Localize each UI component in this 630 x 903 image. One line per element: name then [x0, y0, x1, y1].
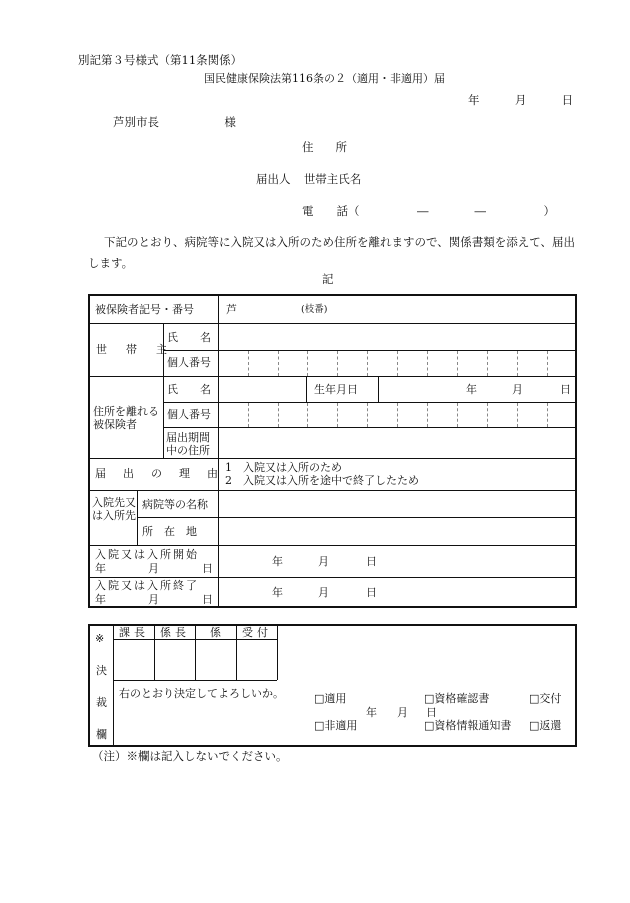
- applicant-address-label: 住所: [302, 140, 369, 154]
- date-year: 年: [468, 93, 480, 107]
- reason-option-2: 2 入院又は入所を途中で終了したため: [225, 474, 419, 487]
- stamp-section-chief: 課長: [119, 626, 149, 639]
- date-month: 月: [514, 93, 527, 107]
- applicant-name-line: [256, 174, 361, 186]
- leaving-id-label: 個人番号: [167, 408, 211, 421]
- ki-heading: 記: [322, 272, 334, 286]
- leaving-name-label: 氏 名: [167, 383, 211, 396]
- start-year-label: 年: [95, 562, 106, 575]
- start-month-label: 月: [148, 562, 159, 575]
- facility-name-label: 病院等の名称: [142, 498, 208, 511]
- insured-number-label: 被保険者記号・番号: [95, 303, 194, 316]
- form-reference: 別記第３号様式（第11条関係）: [78, 53, 243, 67]
- leaving-insured-label: 住所を離れる被保険者: [93, 405, 159, 431]
- addressee-name: 芦別市長: [113, 115, 159, 129]
- body-text: 下記のとおり、病院等に入院又は入所のため住所を離れますので、関係書類を添えて、届出します。: [88, 235, 576, 270]
- checkbox-issue[interactable]: □交付: [529, 692, 562, 705]
- householder-id-label: 個人番号: [167, 356, 211, 369]
- householder-label: 世 帯 主: [96, 343, 171, 356]
- approval-date-month: 月: [397, 706, 408, 719]
- applicant-name-label: 世帯主氏名: [303, 172, 362, 186]
- checkbox-eligibility-certificate[interactable]: □資格確認書: [424, 692, 490, 705]
- document-title: 国民健康保険法第116条の２（適用・非適用）届: [204, 72, 445, 85]
- end-label: 入院又は入所終了: [95, 579, 199, 592]
- reason-label: 届 出 の 理 由: [95, 467, 221, 480]
- reason-option-1: 1 入院又は入所のため: [225, 461, 342, 474]
- facility-address-label: 所 在 地: [142, 525, 197, 538]
- addressee-suffix: 様: [224, 115, 236, 129]
- end-year-label: 年: [95, 593, 106, 606]
- approval-date-year: 年: [366, 706, 377, 719]
- footnote: （注）※欄は記入しないでください。: [92, 749, 288, 763]
- end-month-label: 月: [148, 593, 159, 606]
- approval-col-2: 裁: [96, 696, 107, 709]
- applicant-phone-line: 電 話（ ― ― ）: [302, 204, 555, 218]
- address-during-label: 届出期間中の住所: [166, 431, 210, 457]
- addressee: [113, 117, 236, 129]
- branch-number-label: (枝番): [301, 304, 328, 315]
- approval-date-day: 日: [426, 706, 437, 719]
- approval-mark: ※: [95, 632, 105, 645]
- stamp-staff: 係: [210, 626, 221, 639]
- end-date-day: 日: [366, 586, 377, 599]
- start-label: 入院又は入所開始: [95, 548, 199, 561]
- birth-date-label: 生年月日: [314, 383, 358, 396]
- householder-name-label: 氏 名: [167, 331, 211, 344]
- stamp-subsection-chief: 係長: [160, 626, 190, 639]
- stamp-reception: 受付: [242, 626, 272, 639]
- approval-col-1: 決: [96, 664, 107, 677]
- birth-month: 月: [512, 383, 523, 396]
- facility-group-label: 入院先又は入所先: [92, 496, 136, 522]
- submission-date: [468, 95, 573, 107]
- end-date-month: 月: [318, 586, 329, 599]
- date-day: 日: [561, 93, 574, 107]
- insured-number-prefix: 芦: [226, 303, 237, 316]
- end-date-year: 年: [272, 586, 283, 599]
- start-date-day: 日: [366, 555, 377, 568]
- birth-year: 年: [466, 383, 477, 396]
- checkbox-eligibility-notice[interactable]: □資格情報通知書: [424, 719, 512, 732]
- checkbox-return[interactable]: □返還: [529, 719, 562, 732]
- end-day-label: 日: [202, 593, 213, 606]
- start-date-year: 年: [272, 555, 283, 568]
- start-day-label: 日: [202, 562, 213, 575]
- checkbox-applicable[interactable]: □適用: [314, 692, 347, 705]
- checkbox-not-applicable[interactable]: □非適用: [314, 719, 358, 732]
- approval-col-3: 欄: [96, 728, 107, 741]
- start-date-month: 月: [318, 555, 329, 568]
- applicant-role: 届出人: [256, 172, 291, 186]
- birth-day: 日: [560, 383, 571, 396]
- approval-text: 右のとおり決定してよろしいか。: [119, 687, 284, 700]
